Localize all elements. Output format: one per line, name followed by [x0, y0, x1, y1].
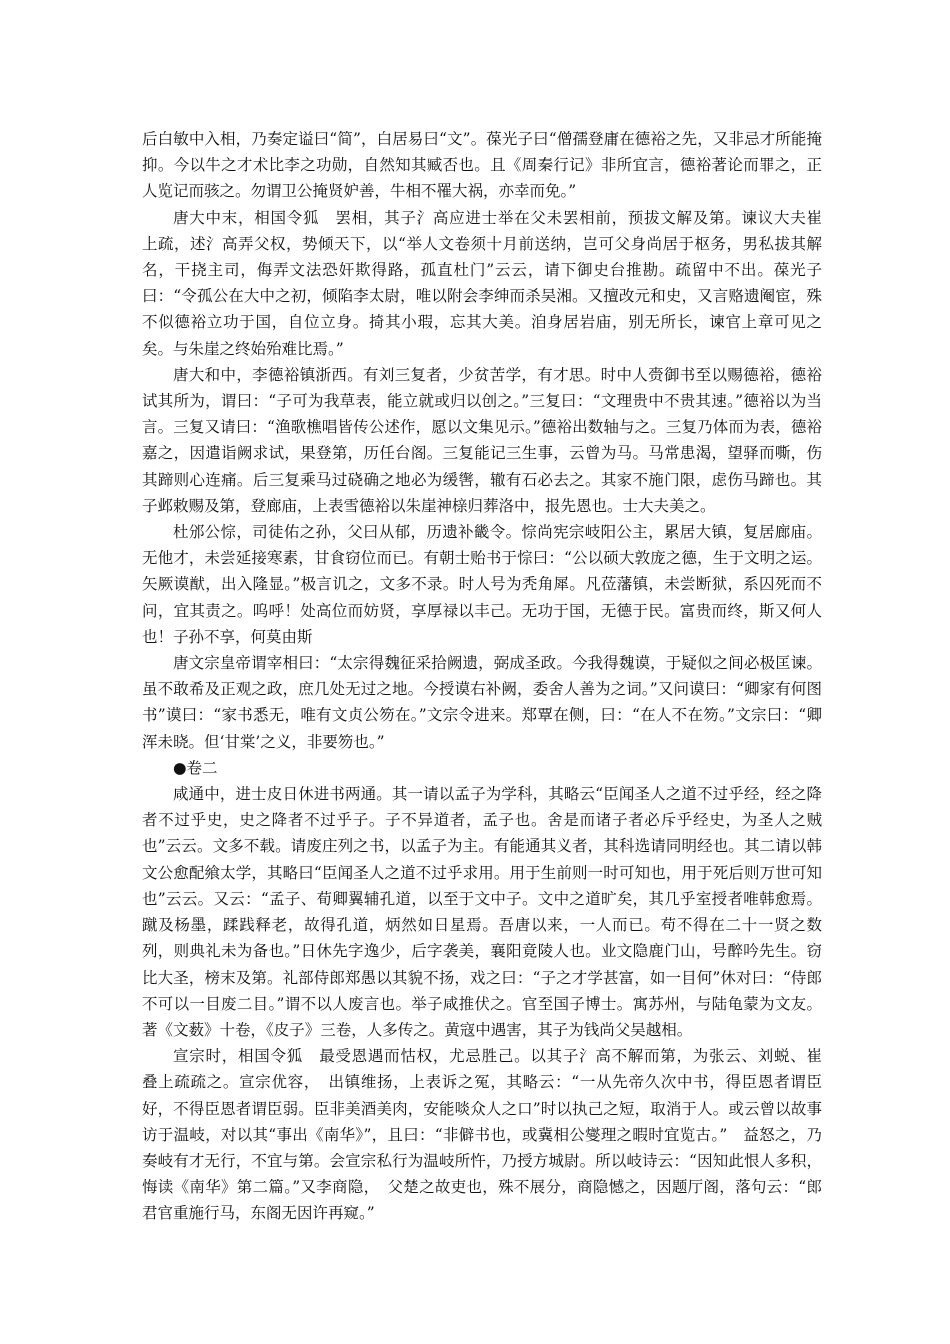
paragraph-2: 唐大中末，相国令狐 罢相，其子氵高应进士举在父未罢相前，预拔文解及第。谏议大夫崔 上疏，述氵高弄父权，势倾天下，以“举人文卷须十月前送纳，岂可父身尚居于枢务，男私拔其解名，干挠主司，侮弄文法恐奸欺得路，孤直杜门”云云，请下御史台推勘。疏留中不出。葆光子曰：“令孤公在大中之初，倾陷李太尉，唯以附会李绅而杀吴湘。又擅改元和史，又言赂遗阉宦，殊不似德裕立功于国，自位立身。掎其小瑕，忘其大美。洎身居岩庙，别无所长，谏官上章可见之矣。与朱崖之终始殆难比焉。” [142, 208, 838, 358]
section-heading: ●卷二 [173, 758, 218, 777]
paragraph-5: 唐文宗皇帝谓宰相曰：“太宗得魏征采拾阙遗，弼成圣政。今我得魏谟，于疑似之间必极匡谏。虽不敢希及正观之政，庶几处无过之地。今授谟右补阙，委舍人善为之词。”又问谟曰：“卿家有何图书”谟曰：“家书悉无，唯有文贞公笏在。”文宗令进来。郑覃在侧，曰：“在人不在笏。”文宗曰：“卿浑未晓。但‘甘棠’之义，非要笏也。” [142, 654, 822, 751]
paragraph-7: 宣宗时，相国令狐 最受恩遇而怙权，尤忌胜己。以其子氵高不解而第，为张云、刘蜕、崔 叠上疏疏之。宣宗优容， 出镇维扬，上表诉之冤，其略云：“一从先帝久次中书，得臣恩者谓臣好，不得臣恩者谓臣弱。臣非美酒美肉，安能啖众人之口”时以执己之短，取消于人。或云曾以故事访于温岐，对以其“事出《南华》”，且曰：“非僻书也，或冀相公燮理之暇时宜览古。” 益怒之，乃奏岐有才无行，不宜与第。会宣宗私行为温岐所忤，乃授方城尉。所以岐诗云：“因知此恨人多积，悔读《南华》第二篇。”又李商隐， 父楚之故吏也，殊不展分，商隐憾之，因题厅阁，落句云：“郎君官重施行马，东阁无因许再窥。” [142, 1047, 838, 1223]
paragraph-6: 咸通中，进士皮日休进书两通。其一请以孟子为学科，其略云“臣闻圣人之道不过乎经，经之降者不过乎史，史之降者不过乎子。子不异道者，孟子也。舍是而诸子者必斥乎经史，为圣人之贼也”云云。文多不载。请废庄列之书，以孟子为主。有能通其义者，其科选请同明经也。其二请以韩文公愈配飨太学，其略曰“臣闻圣人之道不过乎求用。用于生前则一时可知也，用于死后则万世可知也”云云。又云：“孟子、荀卿翼辅孔道，以至于文中子。文中之道旷矣，其几乎室授者唯韩愈焉。蹴及杨墨，蹂践释老，故得孔道，炳然如日星焉。吾唐以来，一人而已。苟不得在二十一贤之数列，则典礼未为备也。”日休先字逸少，后字袭美，襄阳竟陵人也。业文隐鹿门山，号醉吟先生。窃比大圣，榜末及第。礼部侍郎郑愚以其貌不扬，戏之曰：“子之才学甚富，如一目何”休对曰：“侍郎不可以一目废二目。”谓不以人废言也。举子咸推伏之。官至国子博士。寓苏州，与陆龟蒙为文友。著《文薮》十卷，《皮子》三卷，人多传之。黄寇中遇害，其子为钱尚父吴越相。 [142, 785, 822, 1039]
document-page [142, 126, 838, 1227]
paragraph-3: 唐大和中，李德裕镇浙西。有刘三复者，少贫苦学，有才思。时中人赍御书至以赐德裕，德裕试其所为，谓曰：“子可为我草表，能立就或归以创之。”三复曰：“文理贵中不贵其速。”德裕以为当言。三复又请曰：“渔歌樵唱皆传公述作，愿以文集见示。”德裕出数轴与之。三复乃体而为表，德裕嘉之，因遣诣阙求试，果登第，历任台阁。三复能记三生事，云曾为马。马常患渴，望驿而嘶，伤其蹄则心连痛。后三复乘马过硗确之地必为缓辔，辙有石必去之。其家不施门限，虑伤马蹄也。其子邺敕赐及第，登廊庙，上表雪德裕以朱崖神榇归葬洛中，报先恩也。士大夫美之。 [142, 365, 822, 515]
paragraph-1: 后白敏中入相，乃奏定谥曰“简”，白居易曰“文”。葆光子曰“僧孺登庸在德裕之先，又非忌才所能掩抑。今以牛之才术比李之功勋，自然知其臧否也。且《周秦行记》非所宜言，德裕著论而罪之，正人览记而骇之。勿谓卫公掩贤妒善，牛相不罹大祸，亦幸而免。” [142, 130, 822, 201]
paragraph-4: 杜邠公悰，司徒佑之孙，父曰从郁，历遗补畿令。悰尚宪宗岐阳公主，累居大镇，复居廊庙。无他才，未尝延接寒素，甘食窃位而已。有朝士贻书于悰曰：“公以硕大敦庞之德，生于文明之运。矢厥谟猷，出入隆显。”极言讥之，文多不录。时人号为秃角犀。凡莅藩镇，未尝断狱，系囚死而不问，宜其责之。呜呼！处高位而妨贤，享厚禄以丰己。无功于国，无德于民。富贵而终，斯又何人也！子孙不享，何莫由斯 [142, 523, 822, 646]
